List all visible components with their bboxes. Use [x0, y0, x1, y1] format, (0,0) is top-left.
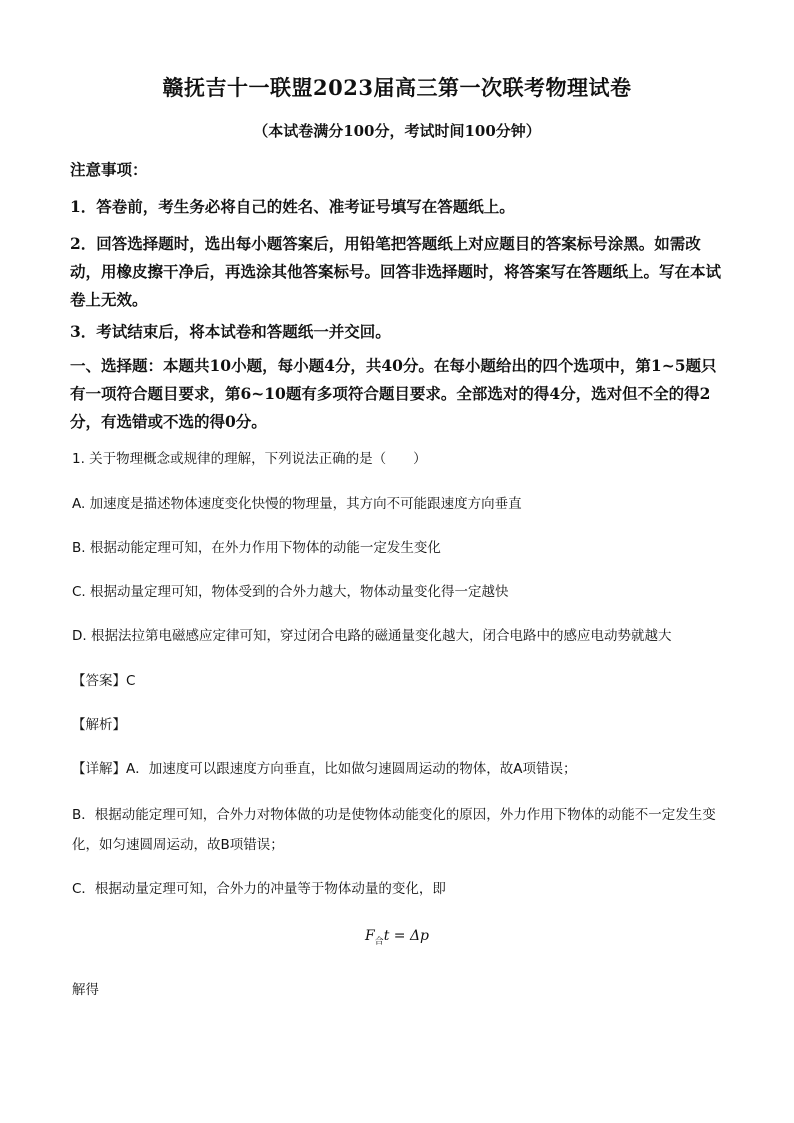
answer-label: 【答案】C	[72, 673, 136, 689]
notice-heading: 注意事项：	[70, 160, 148, 179]
detail-b: B．根据动能定理可知，合外力对物体做的功是使物体动能变化的原因，外力作用下物体的动能不一定发生变化，如匀速圆周运动，故B项错误；	[72, 807, 716, 853]
exam-title: 赣抚吉十一联盟2023届高三第一次联考物理试卷	[162, 75, 632, 100]
option-d: D. 根据法拉第电磁感应定律可知，穿过闭合电路的磁通量变化越大，闭合电路中的感应电动势就越大	[72, 628, 672, 644]
detail-a: 【详解】A．加速度可以跟速度方向垂直，比如做匀速圆周运动的物体，故A项错误；	[72, 761, 577, 777]
exam-subtitle: （本试卷满分100分，考试时间100分钟）	[253, 122, 541, 140]
notice-item-3: 3．考试结束后，将本试卷和答题纸一并交回。	[70, 322, 391, 341]
option-b: B. 根据动能定理可知，在外力作用下物体的动能一定发生变化	[72, 540, 441, 556]
option-a: A. 加速度是描述物体速度变化快慢的物理量，其方向不可能跟速度方向垂直	[72, 496, 522, 512]
notice-item-2: 2．回答选择题时，选出每小题答案后，用铅笔把答题纸上对应题目的答案标号涂黑。如需改动，用橡皮擦干净后，再选涂其他答案标号。回答非选择题时，将答案写在答题纸上。写在本试卷上无效。	[70, 234, 722, 309]
option-c: C. 根据动量定理可知，物体受到的合外力越大，物体动量变化得一定越快	[72, 584, 509, 600]
formula-rest: t = Δp	[383, 928, 430, 944]
question-stem: 1. 关于物理概念或规律的理解，下列说法正确的是（ ）	[72, 451, 427, 467]
detail-c: C．根据动量定理可知，合外力的冲量等于物体动量的变化，即	[72, 881, 446, 897]
momentum-formula	[0, 928, 794, 947]
formula-subscript: 合	[374, 936, 384, 947]
formula-force: F	[364, 928, 375, 944]
solve-label: 解得	[72, 982, 99, 998]
notice-item-1: 1．答卷前，考生务必将自己的姓名、准考证号填写在答题纸上。	[70, 197, 515, 216]
section-heading: 一、选择题：本题共10小题，每小题4分，共40分。在每小题给出的四个选项中，第1~5题只有一项符合题目要求，第6~10题有多项符合题目要求。全部选对的得4分，选对但不全的得2分，有选错或不选的得0分。	[70, 356, 717, 431]
analysis-heading: 【解析】	[72, 717, 126, 733]
